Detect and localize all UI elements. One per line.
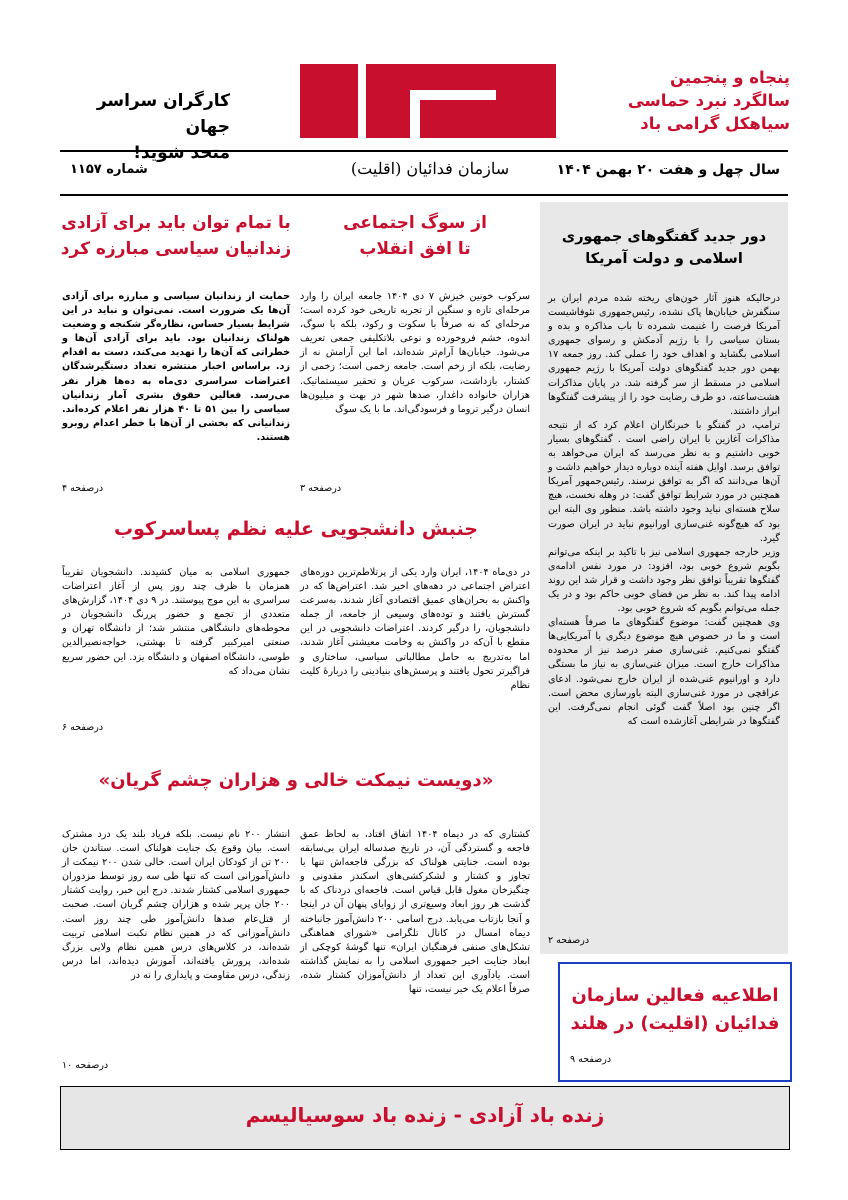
- article2-continued-link[interactable]: درصفحه ۳: [300, 483, 342, 494]
- article3-title-line-1: با تمام توان باید برای آزادی: [61, 213, 291, 233]
- article1-body: [548, 292, 780, 729]
- sidebar-article: [540, 202, 788, 954]
- article4-title: جنبش دانشجویی علیه نظم پساسرکوب: [114, 518, 478, 540]
- anniversary-heading: [590, 66, 790, 135]
- article5-column-left: انتشار ۲۰۰ نام نیست. بلکه فریاد بلند یک درد مشترک است. بیان وقوع یک جنایت هولناک است. ستاندن جان ۲۰۰ تن از کودکان ایران است. خالی شدن ۲۰۰ نیمکت از دانش‌آموزانی است که تنها طی سه روز توسط مزدوران جمهوری اسلامی کشتار شدند. درج این خبر، روایت کشتار ۲۰۰ جان پرپر شده و هزاران چشم گریان است. صحبت از قتل‌عام صدها دانش‌آموز طی چند روز است. دانش‌آموزانی که در همین نظام نکبت اسلامی تربیت شده‌اند، در کلاس‌های درس همین نظام ولایی بزرگ شده‌اند، پرورش یافته‌اند، آموزش دیده‌اند، اما درس زندگی، درس مقاومت و پایداری را نه در: [62, 829, 290, 981]
- article3-body: حمایت از زندانیان سیاسی و مبارزه برای آزادی آن‌ها یک ضرورت است. نمی‌توان و نباید در این شرایط بسیار حساس، نظاره‌گر شکنجه و وضعیت هولناک زندانیان بود. باید برای آزادی آن‌ها و خطراتی که آن‌ها را تهدید می‌کند، دست به اقدام زد. براساس اخبار منتشره تعداد دستگیرشدگان اعتراضات سراسری دی‌ماه به ده‌ها هزار نفر می‌رسد. فعالین حقوق بشری آمار زندانیان سیاسی را بین ۵۱ تا ۴۰ هزار نفر اعلام کرده‌اند. زندانیانی که بخشی از آن‌ها با خطر اعدام روبرو هستند.: [62, 291, 290, 443]
- article5-title: «دویست نیمکت خالی و هزاران چشم گریان»: [98, 770, 494, 791]
- issue-info-bar: [60, 150, 788, 196]
- slogan-line-2: متحد شوید!: [133, 143, 230, 163]
- article1-title: [548, 226, 780, 270]
- logo-mark: [300, 64, 556, 142]
- notice-continued-link[interactable]: درصفحه ۹: [570, 1054, 612, 1065]
- article2-title-line-2: تا افق انقلاب: [359, 239, 471, 259]
- article1-paragraph: ترامپ، در گفتگو با خبرنگاران اعلام کرد که از نتیجه مذاکرات آغازین با ایران راضی است . گفتگوهای بسیار خوبی داشتیم و به نظر می‌رسد که ایران می‌خواهد به توافق برسد. اوایل هفته آینده دوباره دیدار خواهیم داشت و آن‌ها می‌دانند که اگر به توافق نرسند. رئیس‌جمهور آمریکا همچنین در مورد شرایط توافق گفت: در وهله نخست، هیچ سلاح هسته‌ای نباید وجود داشته باشد. منظور وی البته این بود که هیچ‌گونه غنی‌سازی اورانیوم نباید در ایران صورت گیرد.: [548, 419, 780, 544]
- issue-number: شماره ۱۱۵۷: [70, 162, 148, 177]
- article1-title-line-1: دور جدید گفتگوهای جمهوری: [561, 229, 767, 245]
- article1-paragraph: وی همچنین گفت: موضوع گفتگوهای ما صرفاً هسته‌ای است و ما در خصوص هیچ موضوع دیگری با آمریکایی‌ها گفتگو نمی‌کنیم. غنی‌سازی صفر درصد نیز از محدوده مذاکرات خارج است. میزان غنی‌سازی به نیاز ما بستگی دارد و اورانیوم غنی‌شده از ایران خارج نمی‌شود. ادعای عراقچی در مورد غنی‌سازی البته باورسازی محض است. اگر چنین بود اصلاً گفت گوئی انجام نمی‌گرفت. این گفتگوها در شرایطی آغازشده است که: [548, 617, 780, 727]
- article3-title-line-2: زندانیان سیاسی مبارزه کرد: [60, 239, 292, 259]
- notice-title-line-2: فدائیان (اقلیت) در هلند: [570, 1013, 780, 1034]
- article3-title: [60, 210, 292, 262]
- article2-body: سرکوب خونین خیزش ۷ دی ۱۴۰۴ جامعه ایران را وارد مرحله‌ای تازه و سنگین از تجربه تاریخی خود کرده است؛ مرحله‌ای که نه صرفاً با سکوت و رکود، بلکه با سوگ، اندوه، خشم فروخورده و نوعی بلاتکلیفی جمعی تعریف می‌شود. خیابان‌ها آرام‌تر شده‌اند، اما این آرامش نه از رضایت، بلکه از زخم است. جامعه زخمی است؛ زخمی از کشتار، بازداشت، سرکوب عریان و تحقیر سیستماتیک. هزاران خانواده داغدار، صدها شهر در بهت و میلیون‌ها انسان درگیر تروما و فرسودگی‌اند. ما با یک سوگ: [300, 291, 530, 415]
- article1-paragraph: وزیر خارجه جمهوری اسلامی نیز با تاکید بر اینکه می‌توانم بگویم شروع خوبی بود، افزود: در مورد نفس ادامه‌ی گفتگوها تقریباً توافق نظر وجود داشت و قرار شد این روند ادامه پیدا کند. به نظر من فضای خوبی حاکم بود و در یک جمله می‌توانم بگویم که شروع خوبی بود.: [548, 546, 780, 615]
- article4-column-right: در دی‌ماه ۱۴۰۴، ایران وارد یکی از پرتلاطم‌ترین دوره‌های اعتراض اجتماعی در دهه‌های اخیر شد. اعتراض‌ها که در واکنش به بحران‌های عمیق اقتصادی آغاز شدند، به‌سرعت گسترش یافتند و توده‌های وسیعی از جامعه، از جمله دانشجویان، را درگیر کردند. اعتراضات دانشجویی در این مقطع با آن‌که در واکنش به وخامت معیشتی آغاز شدند، اما به‌تدریج به حامل مطالباتی سیاسی، ساختاری و فراگیرتر تحول یافتند و پرسش‌های بنیادینی را درباره‌ٔ کلیت نظام: [300, 567, 530, 691]
- article3-continued-link[interactable]: درصفحه ۴: [62, 483, 104, 494]
- article4-column-left: جمهوری اسلامی به میان کشیدند. دانشجویان تقریباً همزمان با ظرف چند روز پس از آغاز اعتراضات سراسری به این موج پیوستند. در ۹ دی ۱۴۰۴، گزارش‌های متعددی از تجمع و حضور پررنگ دانشجویان در محوطه‌های دانشگاهی منتشر شد؛ از دانشگاه تهران و صنعتی امیرکبیر گرفته تا بهشتی، خواجه‌نصیرالدین طوسی، دانشگاه اصفهان و دانشگاه یزد. این حضور سریع نشان می‌داد که: [62, 567, 290, 677]
- anniversary-line-1: پنجاه و پنجمین: [670, 68, 790, 87]
- issue-date: سال چهل و هفت ۲۰ بهمن ۱۴۰۴: [556, 162, 780, 178]
- notice-title-line-1: اطلاعیه فعالین سازمان: [571, 985, 779, 1006]
- organization-name: سازمان فدائیان (اقلیت): [350, 159, 510, 178]
- anniversary-line-3: سیاهکل گرامی باد: [640, 114, 790, 133]
- article5-column-right: کشتاری که در دیماه ۱۴۰۴ اتفاق افتاد، به لحاظ عمق فاجعه و گستردگی آن، در تاریخ صدساله ایران بی‌سابقه بوده است. جنایتی هولناک که بزرگی فاجعه‌اش تنها با تجاوز و کشتار و لشکرکشی‌های اسکندر مقدونی و چنگیزخان مغول قابل قیاس است. فاجعه‌ای دردناک که با گذشت هر روز ابعاد وسیع‌تری از زوایای پنهان آن در اینجا و آنجا بازتاب می‌یابد. درج اسامی ۲۰۰ دانش‌آموز جانباخته دیماه امسال در کانال تلگرامی «شورای هماهنگی تشکل‌های صنفی فرهنگیان ایران» تنها گوشهٔ کوچکی از ابعاد جنایت اخیر جمهوری اسلامی را به نمایش گذاشته است. یادآوری این تعداد از دانش‌آموزان کشتار شده، صرفاً اعلام یک خبر نیست، تنها: [300, 829, 530, 996]
- netherlands-notice-box[interactable]: [558, 962, 792, 1082]
- article2-title-line-1: از سوگ اجتماعی: [343, 213, 487, 233]
- article4-continued-link[interactable]: درصفحه ۶: [62, 722, 104, 733]
- footer-slogan: زنده باد آزادی - زنده باد سوسیالیسم: [245, 1103, 605, 1127]
- footer-slogan-banner: [60, 1086, 790, 1150]
- slogan-line-1: کارگران سراسر جهان: [96, 91, 230, 137]
- article5-continued-link[interactable]: درصفحه ۱۰: [62, 1060, 109, 1071]
- anniversary-line-2: سالگرد نبرد حماسی: [627, 91, 790, 110]
- article1-continued-link[interactable]: درصفحه ۲: [548, 935, 590, 946]
- article2-title: [300, 210, 530, 262]
- article1-title-line-2: اسلامی و دولت آمریکا: [585, 251, 743, 267]
- organization-logo: [300, 64, 556, 142]
- article1-paragraph: درحالیکه هنوز آثار خون‌های ریخته شده مردم ایران بر سنگفرش خیابان‌ها پاک نشده، رئیس‌جمهوری نئوفاشیست آمریکا فرصت را غنیمت شمرده تا باب مذاکره و بده و بستان سیاسی را با رژیم آدمکش و رسوای جمهوری اسلامی بگشاید و اهداف خود را عملی کند. روز جمعه ۱۷ بهمن دور جدید گفتگوهای دولت آمریکا با رژیم جمهوری اسلامی در مسقط از سر گرفته شد. در پایان مذاکرات هشت‌ساعته، دو طرف رضایت خود را از پیشرفت گفتگوها ابراز داشتند.: [548, 293, 780, 417]
- notice-title: [564, 982, 786, 1038]
